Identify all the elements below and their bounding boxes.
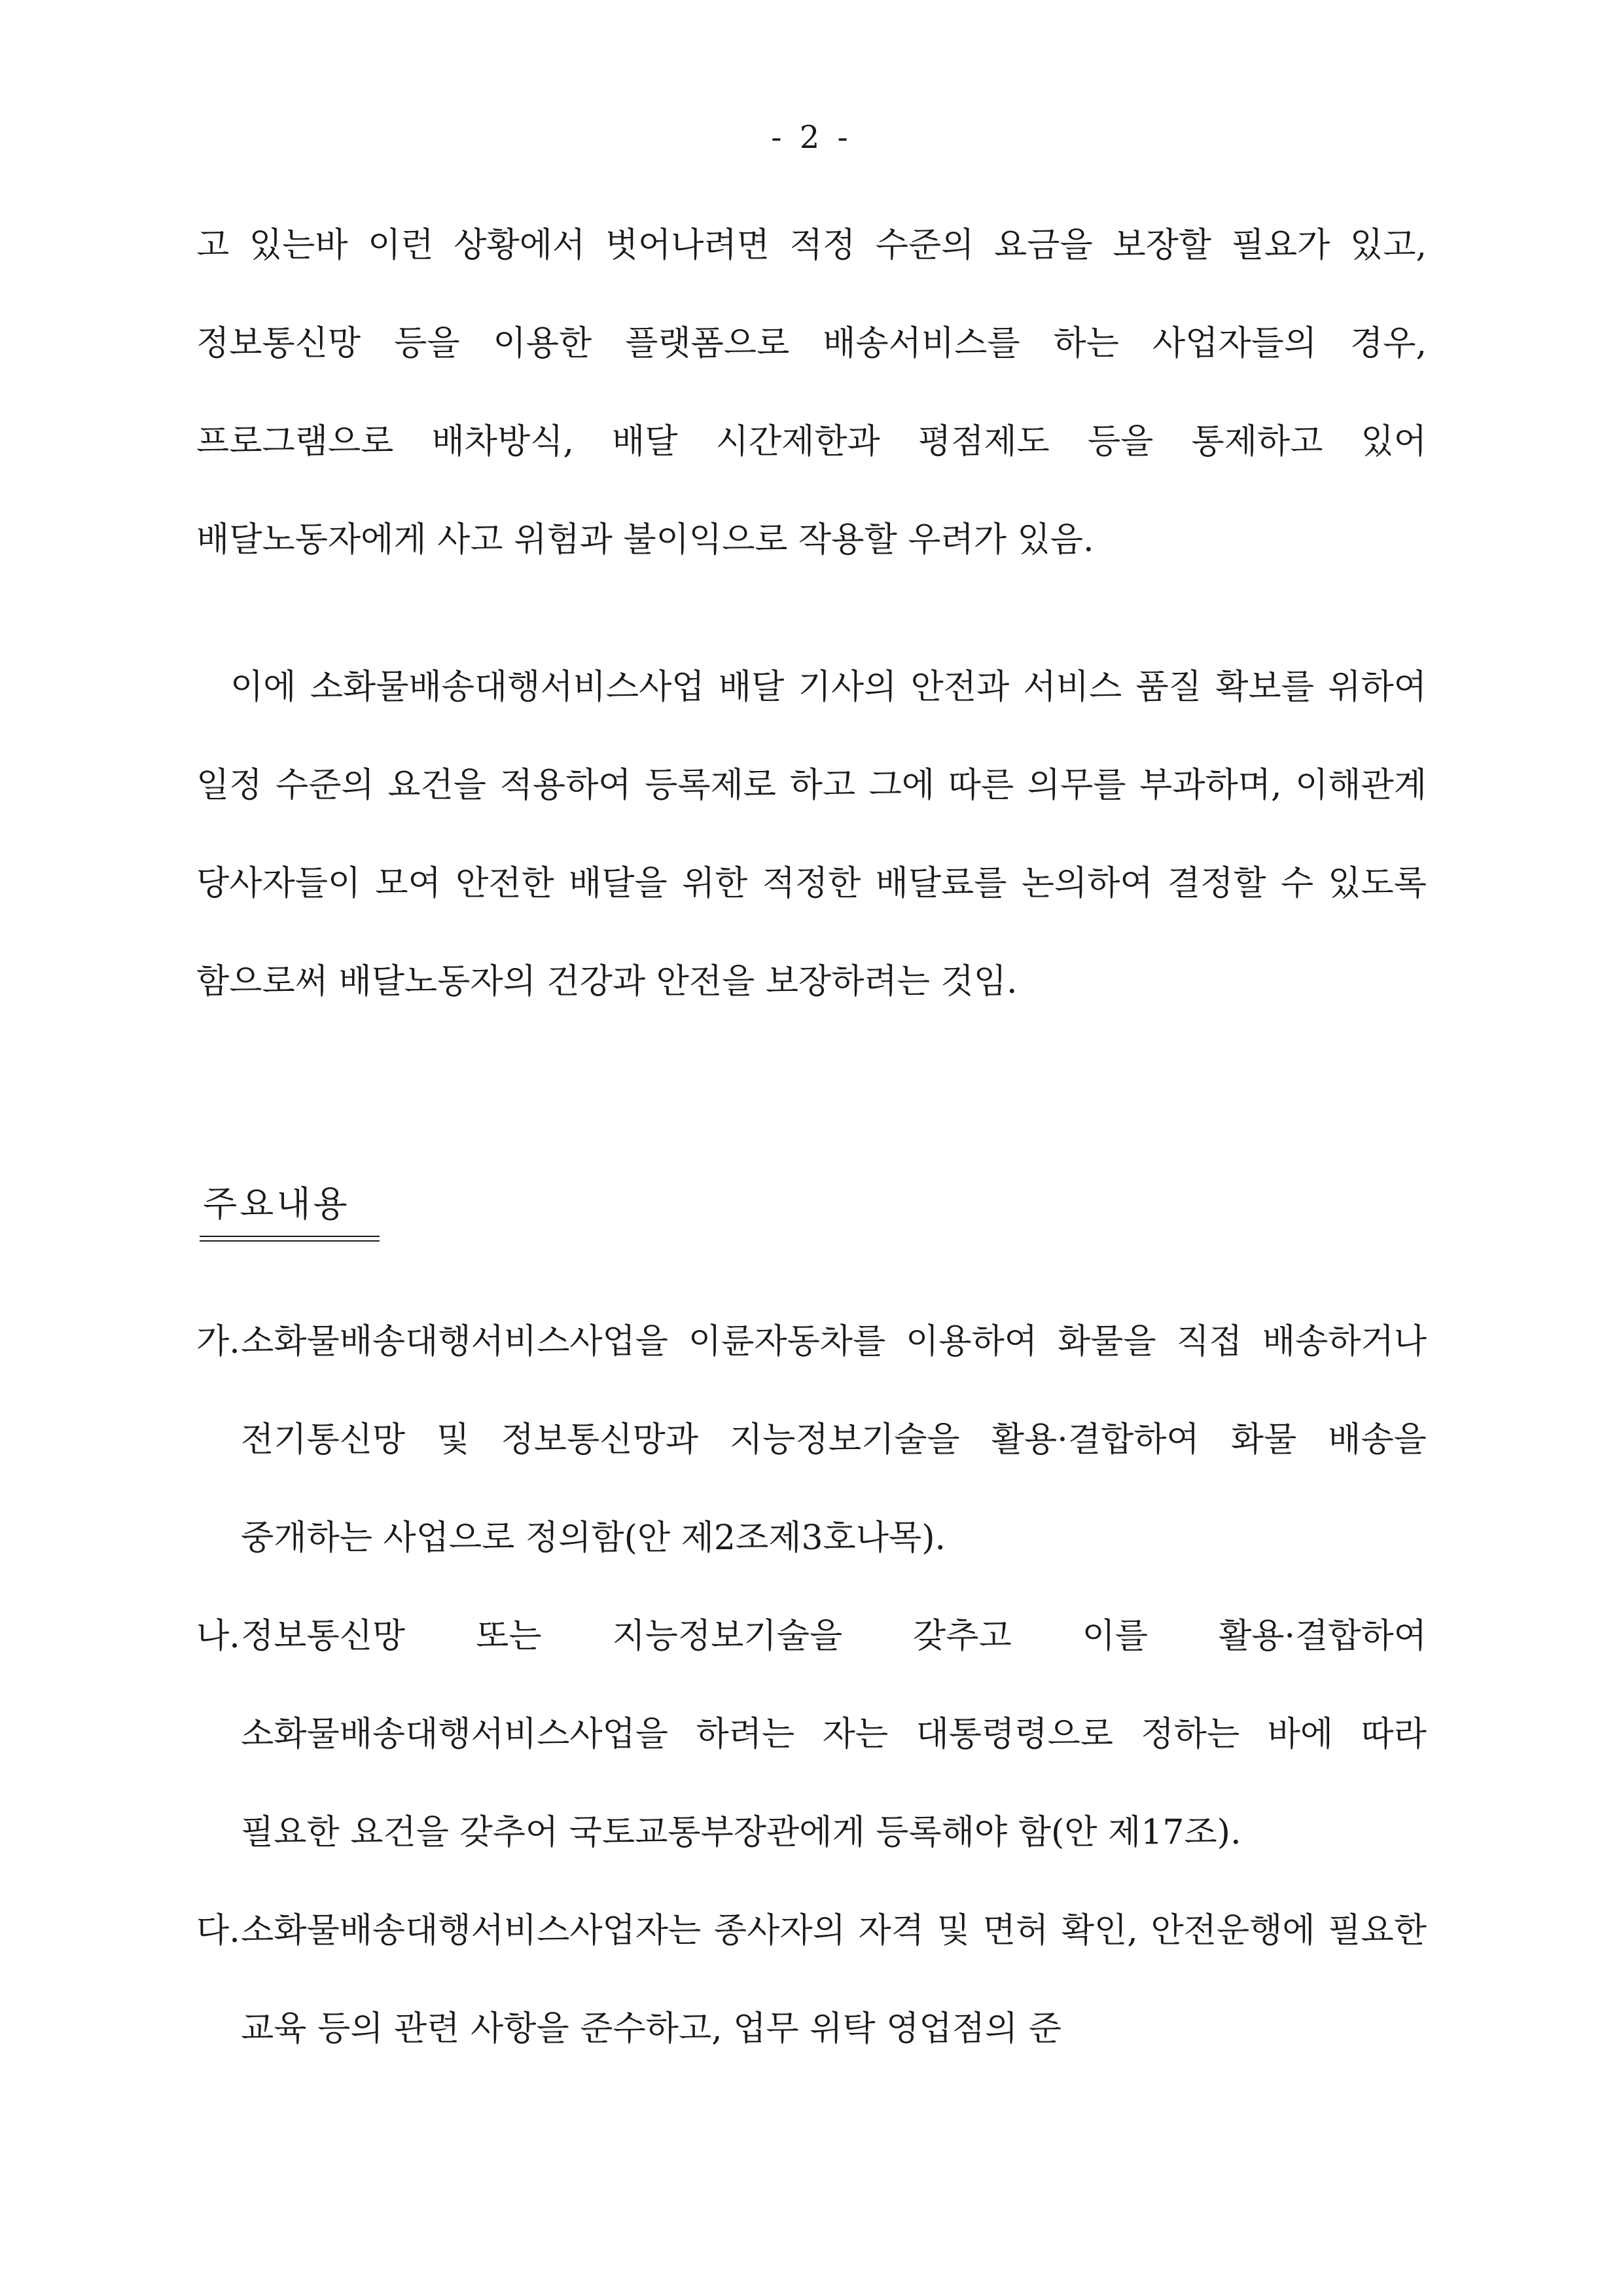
main-content-list bbox=[196, 1293, 1427, 2078]
list-item-text: 소화물배송대행서비스사업자는 종사자의 자격 및 면허 확인, 안전운행에 필요한 교육 등의 관련 사항을 준수하고, 업무 위탁 영업점의 준 bbox=[241, 1911, 1427, 2049]
list-item bbox=[196, 1587, 1427, 1882]
section-heading: 주요내용 bbox=[203, 1183, 350, 1225]
list-item-marker: 가. bbox=[196, 1322, 240, 1361]
list-item bbox=[196, 1293, 1427, 1587]
body-paragraph-1: 고 있는바 이런 상황에서 벗어나려면 적정 수준의 요금을 보장할 필요가 있고, 정보통신망 등을 이용한 플랫폼으로 배송서비스를 하는 사업자들의 경우, 프로그램으로 배차방식, 배달 시간제한과 평점제도 등을 통제하고 있어 배달노동자에게 사고 위험과 불이익으로 작용할 우려가 있음. bbox=[196, 226, 1427, 560]
list-item bbox=[196, 1882, 1427, 2078]
list-item-marker: 나. bbox=[196, 1617, 240, 1656]
list-item-text: 정보통신망 또는 지능정보기술을 갖추고 이를 활용·결합하여 소화물배송대행서비스사업을 하려는 자는 대통령령으로 정하는 바에 따라 필요한 요건을 갖추어 국토교통부장관에게 등록해야 함(안 제17조). bbox=[241, 1617, 1427, 1852]
list-item-text: 소화물배송대행서비스사업을 이륜자동차를 이용하여 화물을 직접 배송하거나 전기통신망 및 정보통신망과 지능정보기술을 활용·결합하여 화물 배송을 중개하는 사업으로 정의함(안 제2조제3호나목). bbox=[241, 1322, 1427, 1558]
body-paragraph-2: 이에 소화물배송대행서비스사업 배달 기사의 안전과 서비스 품질 확보를 위하여 일정 수준의 요건을 적용하여 등록제로 하고 그에 따른 의무를 부과하며, 이해관계 당사자들이 모여 안전한 배달을 위한 적정한 배달료를 논의하여 결정할 수 있도록 함으로써 배달노동자의 건강과 안전을 보장하려는 것임. bbox=[196, 668, 1427, 1001]
list-item-marker: 다. bbox=[196, 1911, 240, 1950]
page-number: - 2 - bbox=[771, 119, 852, 156]
heading-double-underline bbox=[200, 1236, 380, 1242]
